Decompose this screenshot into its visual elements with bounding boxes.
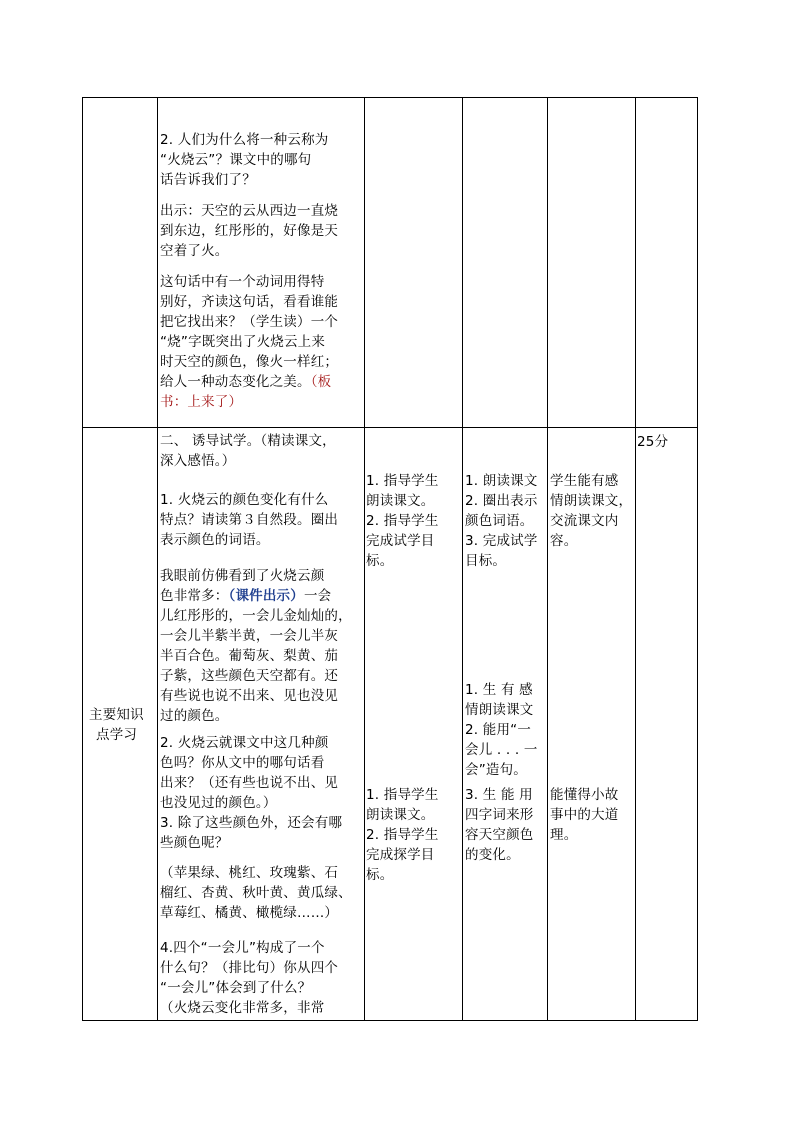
- table-top-border: [82, 97, 698, 98]
- text-line: 2. 圈出表示: [465, 493, 538, 509]
- text-line: 到东边，红彤彤的，好像是天: [160, 223, 339, 239]
- text-line: 2. 火烧云就课文中这几种颜: [160, 735, 329, 751]
- text-line: 特点？请读第３自然段。圈出: [160, 512, 339, 528]
- text-line: 草莓红、橘黄、橄榄绿……）: [160, 905, 339, 921]
- text-line: 会”造句。: [465, 762, 527, 778]
- text-line: 把它找出来？（学生读）一个: [160, 314, 339, 330]
- text-line: 二、 诱导试学。（精读课文，: [160, 433, 336, 449]
- text-line: [160, 372, 331, 392]
- row-divider: [82, 427, 698, 428]
- text-line: 标。: [366, 553, 394, 569]
- text-line: 榴红、杏黄、秋叶黄、黄瓜绿、: [160, 885, 352, 901]
- text-line: 儿红彤彤的，一会儿金灿灿的，: [160, 608, 352, 624]
- text-line: 朗读课文。: [366, 807, 435, 823]
- col-border: [462, 97, 463, 1021]
- col-border: [697, 97, 698, 1021]
- text-line: （苹果绿、桃红、玫瑰紫、石: [160, 865, 339, 881]
- text-line: [160, 586, 331, 606]
- blackboard-note: （板: [310, 374, 332, 390]
- text-line: 3. 除了这些颜色外，还会有哪: [160, 815, 343, 831]
- col-border: [547, 97, 548, 1021]
- courseware-note: （课件出示）: [228, 588, 304, 604]
- text-line: 标。: [366, 867, 394, 883]
- text-line: 2. 指导学生: [366, 827, 439, 843]
- text-line: 情朗读课文，: [550, 493, 633, 509]
- text-line: 容天空颜色: [465, 827, 534, 843]
- text-line: 完成探学目: [366, 847, 435, 863]
- text-line: 目标。: [465, 553, 507, 569]
- text-line: 2. 人们为什么将一种云称为: [160, 132, 329, 148]
- text-line: 有些说也说不出来、见也没见: [160, 688, 339, 704]
- col-border: [364, 97, 365, 1021]
- text-line: 1. 指导学生: [366, 473, 439, 489]
- section-label: 主要知识: [89, 707, 144, 723]
- text-line: 容。: [550, 533, 578, 549]
- text-line: 别好，齐读这句话，看看谁能: [160, 294, 339, 310]
- text-line: 完成试学目: [366, 533, 435, 549]
- blackboard-note: 书：上来了）: [160, 394, 243, 410]
- section-label: 点学习: [96, 727, 138, 743]
- col-border: [157, 97, 158, 1021]
- text-line: 交流课文内: [550, 513, 619, 529]
- text-line: 颜色词语。: [465, 513, 534, 529]
- text-line: （火烧云变化非常多，非常: [160, 1000, 325, 1016]
- text-line: 的变化。: [465, 847, 520, 863]
- text-line: 出示：天空的云从西边一直烧: [160, 203, 339, 219]
- text-line: 情朗读课文: [465, 702, 534, 718]
- text-line: 1. 朗读课文: [465, 473, 538, 489]
- text-line: 四字词来形: [465, 807, 534, 823]
- text-line: 深入感悟。）: [160, 453, 236, 469]
- text-line: 4.四个“一会儿”构成了一个: [160, 940, 325, 956]
- text-line: “烧”字既突出了火烧云上来: [160, 334, 326, 350]
- text-line: 3. 生 能 用: [465, 787, 533, 803]
- text-line: 表示颜色的词语。: [160, 532, 270, 548]
- text-line: 空着了火。: [160, 243, 229, 259]
- text-line: 2. 指导学生: [366, 513, 439, 529]
- text-line: 时天空的颜色，像火一样红；: [160, 354, 339, 370]
- text-line: 2. 能用“一: [465, 722, 532, 738]
- text-line: 学生能有感: [550, 473, 619, 489]
- text-span: 给人一种动态变化之美。: [160, 374, 311, 390]
- text-line: 色吗？你从文中的哪句话看: [160, 755, 325, 771]
- text-span: 一会: [303, 588, 332, 604]
- text-line: 事中的大道: [550, 807, 619, 823]
- col-border: [635, 97, 636, 1021]
- col-border: [82, 97, 83, 1021]
- time-allocation: 25分: [637, 434, 669, 450]
- text-line: 3. 完成试学: [465, 533, 538, 549]
- text-line: 些颜色呢？: [160, 835, 229, 851]
- text-line: 半百合色。葡萄灰、梨黄、茄: [160, 648, 339, 664]
- text-line: 朗读课文。: [366, 493, 435, 509]
- text-line: 过的颜色。: [160, 708, 229, 724]
- text-line: 能懂得小故: [550, 787, 619, 803]
- text-line: 这句话中有一个动词用得特: [160, 274, 325, 290]
- text-span: 色非常多：: [160, 588, 229, 604]
- text-line: 1. 指导学生: [366, 787, 439, 803]
- text-line: 理。: [550, 827, 578, 843]
- text-line: 出来？（还有些也说不出、见: [160, 775, 339, 791]
- text-line: “火烧云”？课文中的哪句: [160, 152, 312, 168]
- text-line: 话告诉我们了？: [160, 172, 256, 188]
- text-line: 1. 火烧云的颜色变化有什么: [160, 492, 329, 508]
- text-line: 一会儿半紫半黄，一会儿半灰: [160, 628, 339, 644]
- table-bottom-border: [82, 1020, 698, 1021]
- text-line: 什么句？（排比句）你从四个: [160, 960, 339, 976]
- text-line: 1. 生 有 感: [465, 682, 533, 698]
- text-line: 我眼前仿佛看到了火烧云颜: [160, 568, 325, 584]
- text-line: “一会儿”体会到了什么？: [160, 980, 312, 996]
- text-line: 也没见过的颜色。）: [160, 795, 277, 811]
- text-line: 子紫，这些颜色天空都有。还: [160, 668, 339, 684]
- text-line: 会儿 . . . 一: [465, 742, 538, 758]
